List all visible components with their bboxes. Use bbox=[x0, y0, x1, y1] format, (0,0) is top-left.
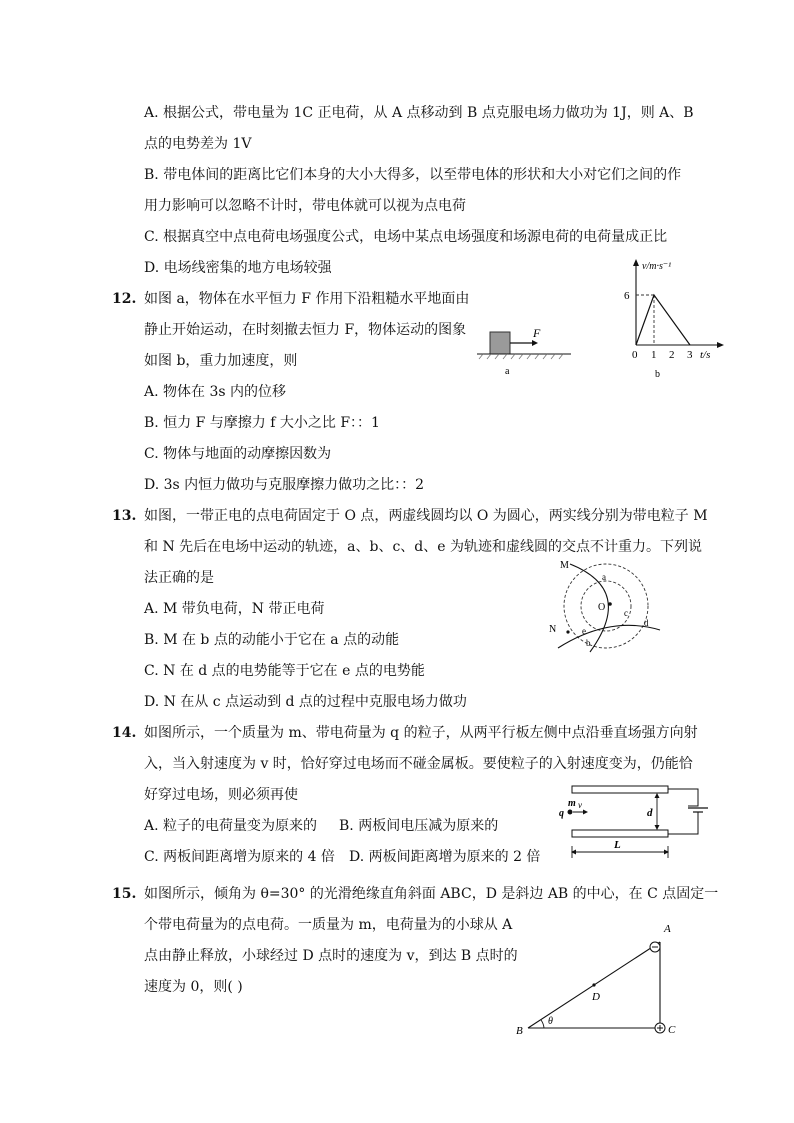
label-d: d bbox=[647, 807, 653, 819]
q13-option-b: B. M 在 b 点的动能小于它在 a 点的动能 bbox=[144, 632, 400, 648]
q15-figure bbox=[508, 920, 698, 1042]
q12-option-c: C. 物体与地面的动摩擦因数为 bbox=[144, 446, 332, 462]
q12-stem-line3: 如图 b，重力加速度，则 bbox=[144, 353, 298, 369]
q13-stem-line1: 如图，一带正电的点电荷固定于 O 点，两虚线圆均以 O 为圆心，两实线分别为带电粒子 M bbox=[144, 508, 708, 524]
particle bbox=[568, 810, 573, 815]
q11-option-d: D. 电场线密集的地方电场较强 bbox=[144, 260, 332, 276]
q13-stem-line3: 法正确的是 bbox=[144, 570, 214, 586]
label-v: v bbox=[578, 800, 582, 810]
label-a: a bbox=[602, 572, 606, 582]
upper-plate bbox=[572, 786, 668, 793]
q12-figure-b bbox=[622, 253, 732, 383]
label-d: d bbox=[644, 618, 649, 628]
q12-number: 12. bbox=[112, 291, 137, 307]
caption-b: b bbox=[655, 369, 660, 380]
label-N: N bbox=[549, 624, 557, 635]
q14-option-c: C. 两板间距离增为原来的 4 倍 bbox=[144, 849, 335, 865]
v-axis-label: v/m·s⁻¹ bbox=[642, 261, 672, 272]
label-e: e bbox=[582, 626, 586, 636]
q11-option-a-line2: 点的电势差为 1V bbox=[144, 136, 252, 152]
trajectory-N bbox=[558, 625, 660, 648]
q13-stem-line2: 和 N 先后在电场中运动的轨迹，a、b、c、d、e 为轨迹和虚线圆的交点不计重力。下列说 bbox=[144, 539, 702, 555]
q11-option-b-line2: 用力影响可以忽略不计时，带电体就可以视为点电荷 bbox=[144, 198, 466, 214]
label-C: C bbox=[668, 1024, 676, 1036]
outer-dashed-circle bbox=[564, 564, 648, 648]
force-label: F bbox=[533, 326, 541, 340]
t-axis-label: t/s bbox=[700, 349, 711, 361]
q13-option-a: A. M 带负电荷，N 带正电荷 bbox=[144, 601, 325, 617]
label-b: b bbox=[586, 638, 591, 648]
lower-plate bbox=[572, 830, 668, 837]
q14-stem-line2: 入，当入射速度为 v 时，恰好穿过电场而不碰金属板。要使粒子的入射速度变为，仍能恰 bbox=[144, 756, 693, 772]
q14-stem-line3: 好穿过电场，则必须再使 bbox=[144, 787, 298, 803]
angle-arc bbox=[541, 1020, 544, 1028]
block bbox=[490, 332, 510, 354]
label-B: B bbox=[516, 1025, 523, 1037]
q14-option-a: A. 粒子的电荷量变为原来的 bbox=[144, 818, 318, 834]
x-tick-0: 0 bbox=[632, 349, 638, 361]
label-theta: θ bbox=[548, 1016, 553, 1027]
q14-figure bbox=[556, 778, 716, 864]
q11-option-b-line1: B. 带电体间的距离比它们本身的大小大得多，以至带电体的形状和大小对它们之间的作 bbox=[144, 167, 682, 183]
caption-a: a bbox=[505, 366, 510, 377]
q15-stem-line1: 如图所示，倾角为 θ=30° 的光滑绝缘直角斜面 ABC，D 是斜边 AB 的中心，在 C 点固定一 bbox=[144, 886, 719, 902]
q12-option-b: B. 恒力 F 与摩擦力 f 大小之比 F：：1 bbox=[144, 415, 380, 431]
circuit-wire bbox=[668, 789, 698, 806]
q13-option-c: C. N 在 d 点的电势能等于它在 e 点的电势能 bbox=[144, 663, 425, 679]
q15-number: 15. bbox=[112, 886, 137, 902]
y-tick-6: 6 bbox=[624, 290, 630, 302]
x-tick-1: 1 bbox=[651, 349, 657, 361]
q12-stem-line1: 如图 a，物体在水平恒力 F 作用下沿粗糙水平地面由 bbox=[144, 291, 470, 307]
q12-option-a: A. 物体在 3s 内的位移 bbox=[144, 384, 287, 400]
q13-number: 13. bbox=[112, 508, 137, 524]
label-A: A bbox=[664, 923, 671, 935]
q14-option-d: D. 两板间距离增为原来的 2 倍 bbox=[349, 849, 541, 865]
q11-option-a-line1: A. 根据公式，带电量为 1C 正电荷，从 A 点移动到 B 点克服电场力做功为 1J，则 A、B bbox=[144, 105, 694, 121]
q15-stem-line4: 速度为 0，则( ) bbox=[144, 979, 243, 995]
q11-option-c: C. 根据真空中点电荷电场强度公式，电场中某点电场强度和场源电荷的电荷量成正比 bbox=[144, 229, 668, 245]
label-c: c bbox=[624, 608, 628, 618]
q14-option-b: B. 两板间电压减为原来的 bbox=[339, 818, 499, 834]
label-q: q bbox=[559, 808, 564, 819]
q15-stem-line2: 个带电荷量为的点电荷。一质量为 m，电荷量为的小球从 A bbox=[144, 917, 513, 933]
q12-option-d: D. 3s 内恒力做功与克服摩擦力做功之比：：2 bbox=[144, 477, 425, 493]
q13-figure bbox=[540, 560, 670, 660]
label-D: D bbox=[592, 991, 600, 1003]
label-L: L bbox=[614, 839, 621, 851]
q15-stem-line3: 点由静止释放，小球经过 D 点时的速度为 v，到达 B 点时的 bbox=[144, 948, 518, 964]
q13-option-d: D. N 在从 c 点运动到 d 点的过程中克服电场力做功 bbox=[144, 694, 467, 710]
label-O: O bbox=[598, 602, 606, 613]
point-D bbox=[592, 983, 595, 986]
vt-graph bbox=[636, 295, 690, 345]
x-tick-3: 3 bbox=[687, 349, 693, 361]
q12-stem-line2: 静止开始运动，在时刻撤去恒力 F，物体运动的图象 bbox=[144, 322, 467, 338]
label-M: M bbox=[560, 560, 569, 571]
q14-number: 14. bbox=[112, 725, 137, 741]
label-m: m bbox=[568, 798, 576, 809]
x-tick-2: 2 bbox=[669, 349, 675, 361]
q12-figure-a bbox=[475, 318, 575, 378]
q14-stem-line1: 如图所示，一个质量为 m、带电荷量为 q 的粒子，从两平行板左侧中点沿垂直场强方向射 bbox=[144, 725, 698, 741]
